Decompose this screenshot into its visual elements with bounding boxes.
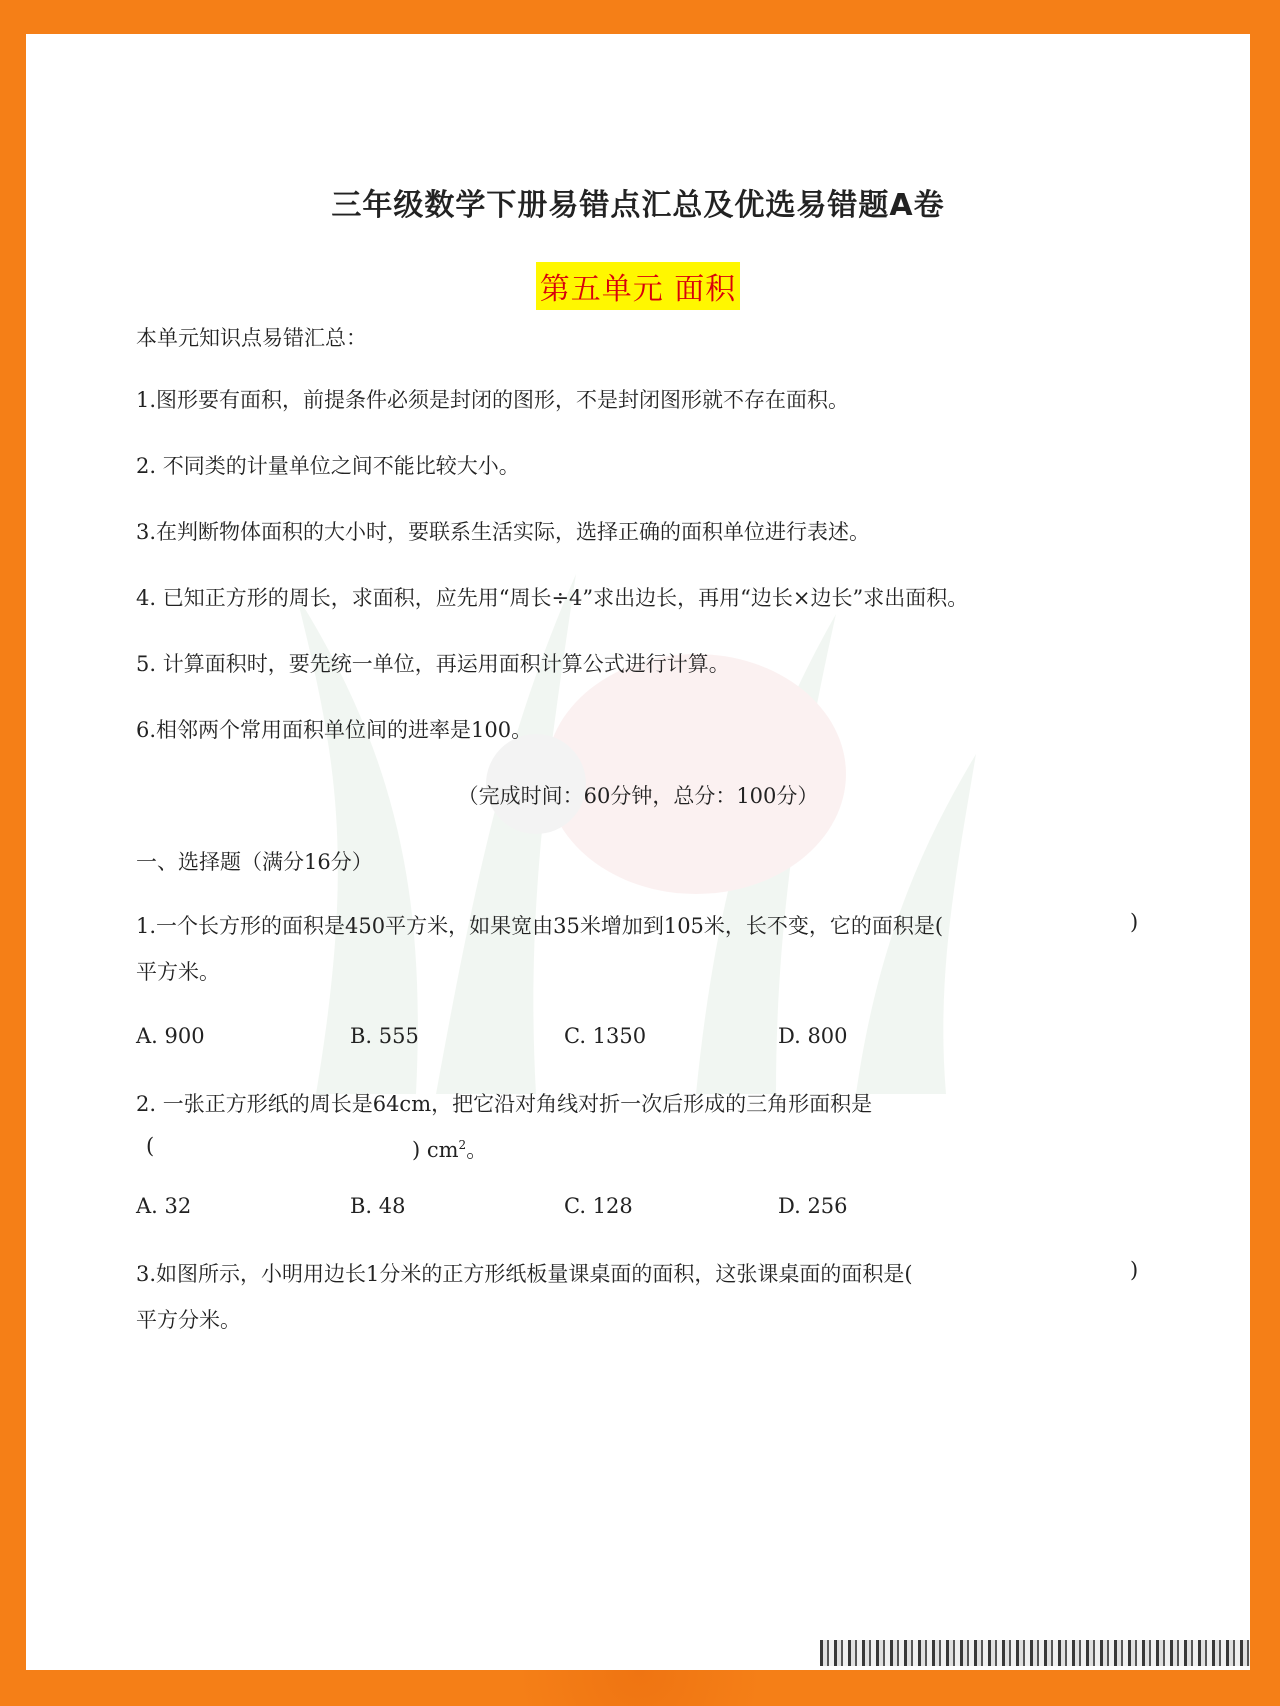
question-2-line1: 2. 一张正方形纸的周长是64cm，把它沿对角线对折一次后形成的三角形面积是 [136,1092,873,1116]
q1-option-b[interactable]: B. 555 [350,1024,419,1048]
question-3-close-paren: ) [1130,1258,1139,1282]
question-1-close-paren: ) [1130,910,1139,934]
point-6: 6.相邻两个常用面积单位间的进率是100。 [136,718,533,742]
q1-option-c[interactable]: C. 1350 [564,1024,647,1048]
summary-heading: 本单元知识点易错汇总： [136,326,367,350]
unit-title: 第五单元 面积 [536,262,741,310]
document-page [26,34,1250,1670]
question-2-end: 。 [466,1138,488,1162]
document-title: 三年级数学下册易错点汇总及优选易错题A卷 [331,188,945,223]
question-2-sup: 2 [458,1138,467,1152]
section-heading: 一、选择题（满分16分） [136,850,373,874]
q2-option-d[interactable]: D. 256 [778,1194,848,1218]
point-5: 5. 计算面积时，要先统一单位，再运用面积计算公式进行计算。 [136,652,730,676]
scan-strip [820,1640,1250,1666]
time-note: （完成时间：60分钟，总分：100分） [457,784,819,808]
point-2: 2. 不同类的计量单位之间不能比较大小。 [136,454,520,478]
question-2-unit [412,1134,487,1164]
question-1-line1: 1.一个长方形的面积是450平方米，如果宽由35米增加到105米，长不变，它的面积是( [136,914,944,938]
point-4: 4. 已知正方形的周长，求面积，应先用“周长÷4”求出边长，再用“边长×边长”求出面积。 [136,586,969,610]
question-3-line2: 平方分米。 [136,1308,241,1332]
q2-option-b[interactable]: B. 48 [350,1194,406,1218]
point-1: 1.图形要有面积，前提条件必须是封闭的图形，不是封闭图形就不存在面积。 [136,388,850,412]
question-1-line2: 平方米。 [136,960,220,984]
unit-title-wrap [26,262,1250,310]
q2-option-c[interactable]: C. 128 [564,1194,633,1218]
q1-option-a[interactable]: A. 900 [136,1024,205,1048]
q2-option-a[interactable]: A. 32 [136,1194,192,1218]
question-2-close-paren: ) cm [412,1138,459,1162]
question-3-line1: 3.如图所示，小明用边长1分米的正方形纸板量课桌面的面积，这张课桌面的面积是( [136,1262,913,1286]
question-2-open-paren: ( [146,1134,155,1158]
q1-option-d[interactable]: D. 800 [778,1024,848,1048]
point-3: 3.在判断物体面积的大小时，要联系生活实际，选择正确的面积单位进行表述。 [136,520,871,544]
